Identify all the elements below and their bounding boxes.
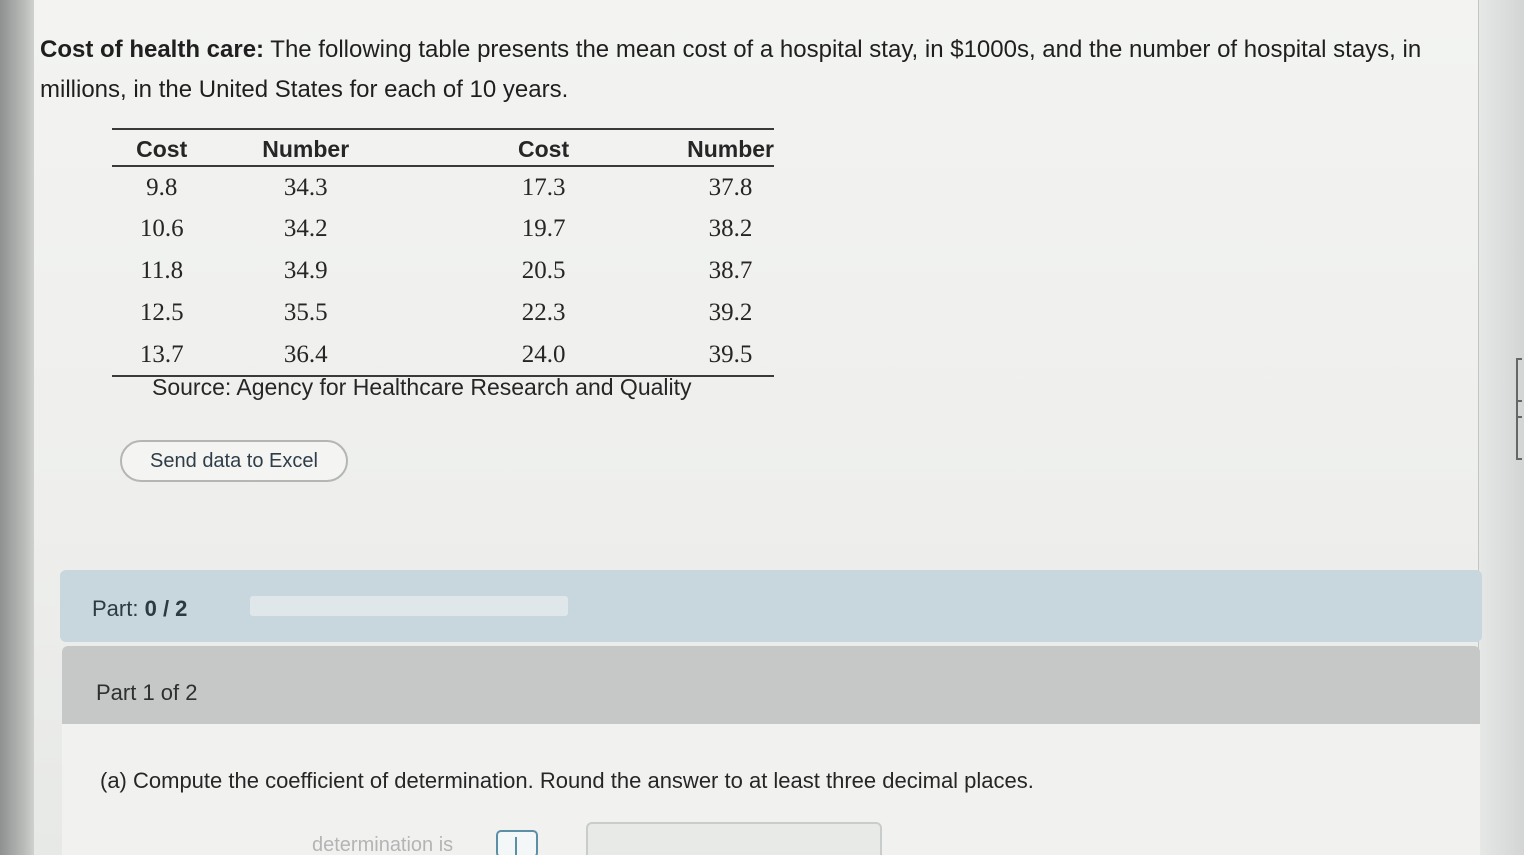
table-cell: 38.2	[708, 215, 753, 242]
problem-statement	[40, 30, 1480, 110]
part-label-text: Part:	[92, 596, 139, 621]
answer-prompt-text: determination is	[312, 834, 454, 855]
table-row	[112, 292, 774, 334]
progress-track	[250, 596, 568, 616]
screen-bezel-right	[1478, 0, 1524, 855]
question-a: (a) Compute the coefficient of determination. Round the answer to at least three decimal places.	[100, 768, 1034, 793]
header-cost-2: Cost	[400, 129, 687, 166]
table-cell: 17.3	[521, 173, 566, 201]
table-cell: 34.3	[283, 173, 328, 201]
table-cell: 36.4	[211, 334, 400, 376]
table-row	[112, 334, 774, 376]
header-number-1: Number	[211, 129, 400, 166]
scrollbar-mark-lower	[1516, 400, 1522, 460]
table-cell: 12.5	[139, 299, 184, 326]
table-cell: 22.3	[521, 299, 566, 326]
table-cell: 37.8	[708, 173, 753, 201]
table-cell: 19.7	[521, 215, 566, 242]
table-cell: 20.5	[521, 257, 566, 284]
table-cell: 13.7	[112, 334, 211, 376]
table-cell: 11.8	[140, 257, 184, 284]
send-to-excel-button[interactable]: Send data to Excel	[120, 440, 348, 482]
part-progress-value: 0 / 2	[144, 596, 188, 621]
table-cell: 10.6	[139, 215, 184, 242]
table-cell: 39.5	[687, 334, 774, 376]
table-cell: 39.2	[708, 299, 753, 326]
table-cell: 35.5	[283, 299, 328, 326]
part-progress-label	[92, 596, 187, 622]
table-source: Source: Agency for Healthcare Research and Quality	[152, 374, 692, 400]
part-progress-bar	[60, 570, 1482, 642]
answer-input[interactable]	[586, 822, 882, 855]
part1-label: Part 1 of 2	[96, 680, 198, 705]
problem-topic: Cost of health care:	[40, 36, 265, 63]
text-cursor-icon[interactable]	[496, 830, 538, 855]
table-row	[112, 166, 774, 208]
table-cell: 34.2	[283, 215, 328, 242]
problem-text: The following table presents the mean cost of a hospital stay, in $1000s, and the number of hospital stays, in millions, in the United States for each of 10 years.	[40, 36, 1422, 103]
header-cost-1: Cost	[112, 129, 211, 166]
part1-body	[62, 724, 1480, 855]
table-cell: 24.0	[400, 334, 687, 376]
table-cell: 34.9	[283, 257, 328, 284]
screen-bezel-left	[0, 0, 34, 855]
table-row	[112, 250, 774, 292]
table-cell: 38.7	[708, 257, 753, 284]
header-number-2: Number	[687, 129, 774, 166]
table-header-row	[112, 129, 774, 166]
table-cell: 9.8	[146, 173, 178, 201]
data-table	[112, 128, 774, 377]
part1-header	[62, 646, 1480, 724]
table-row	[112, 208, 774, 250]
